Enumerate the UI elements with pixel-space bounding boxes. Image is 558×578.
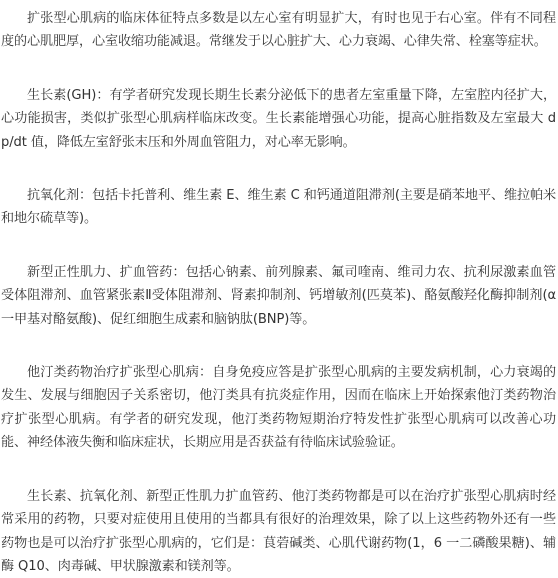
paragraph-antioxidants: 抗氧化剂：包括卡托普利、维生素 E、维生素 C 和钙通道阻滞剂(主要是硝苯地平、维拉帕米和地尔硫草等)。 [1,188,556,227]
paragraph-summary: 生长素、抗氧化剂、新型正性肌力扩血管药、他汀类药物都是可以在治疗扩张型心肌病时经常采用的药物，只要对症使用且使用的当都具有很好的治理效果，除了以上这些药物外还有一些药物也是可以治疗扩张型心肌病的，它们是：茛菪碱类、心肌代谢药物(1，6 一二磷酸果糖)、辅酶 Q10、肉毒碱、甲状腺激素和镁剂等。 [1,488,556,574]
paragraph-growth-hormone: 生长素(GH)：有学者研究发现长期生长素分泌低下的患者左室重量下降，左室腔内径扩大，心功能损害，类似扩张型心肌病样临床改变。生长素能增强心功能，提高心脏指数及左室最大 dp/dt 值，降低左室舒张末压和外周血管阻力，对心率无影响。 [1,87,556,150]
paragraph-statins: 他汀类药物治疗扩张型心肌病：自身免疫应答是扩张型心肌病的主要发病机制，心力衰竭的发生、发展与细胞因子关系密切，他汀类具有抗炎症作用，因而在临床上开始探索他汀类药物治疗扩张型心肌病。有学者的研究发现，他汀类药物短期治疗特发性扩张型心肌病可以改善心功能、神经体液失衡和临床症状，长期应用是否获益有待临床试验验证。 [1,365,556,451]
paragraph-overview: 扩张型心肌病的临床体征特点多数是以左心室有明显扩大，有时也见于右心室。伴有不同程度的心肌肥厚，心室收缩功能减退。常继发于以心脏扩大、心力衰竭、心律失常、栓塞等症状。 [1,11,556,50]
paragraph-inotropic-vasodilators: 新型正性肌力、扩血管药：包括心钠素、前列腺素、氟司喹南、维司力农、抗利尿激素血管受体阻滞剂、血管紧张素Ⅱ受体阻滞剂、肾素抑制剂、钙增敏剂(匹莫苯)、酪氨酸羟化酶抑制剂(α一甲基对酪氨酸)、促红细胞生成素和脑钠肽(BNP)等。 [1,264,556,327]
